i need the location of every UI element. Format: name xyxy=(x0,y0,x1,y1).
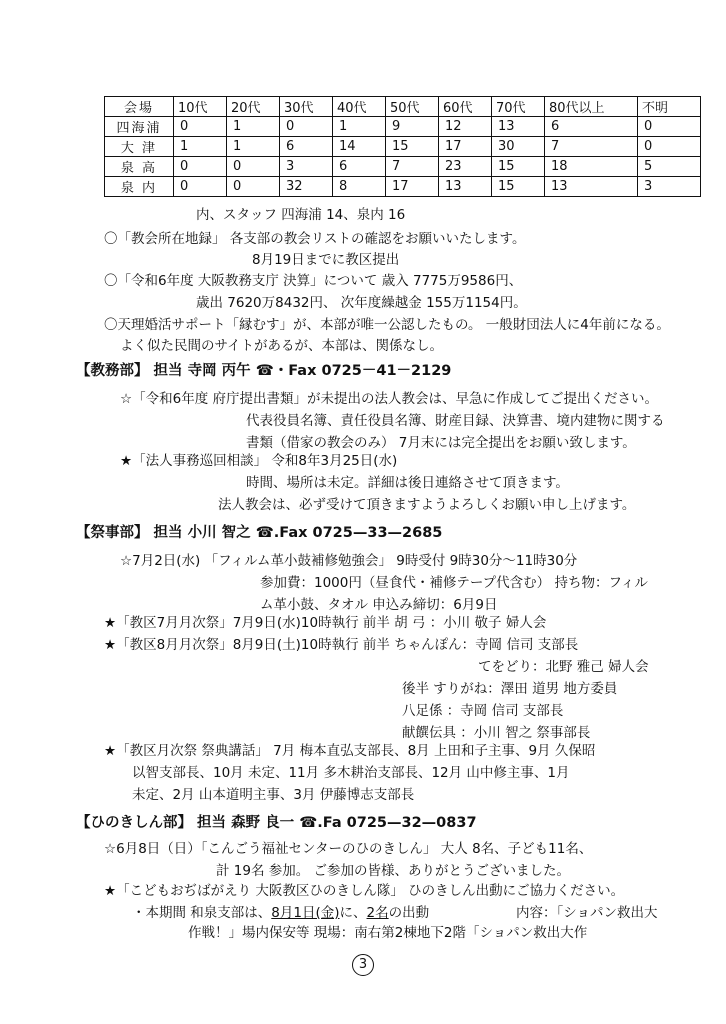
hinokishin-item: ☆6月8日（日）「こんごう福祉センターのひのきしん」 大人 8名、子ども11名、 xyxy=(104,841,593,857)
value-cell: 1 xyxy=(227,137,280,157)
table-header-row xyxy=(105,97,701,117)
value-cell: 3 xyxy=(280,157,333,177)
value-cell: 6 xyxy=(280,137,333,157)
value-cell: 0 xyxy=(227,177,280,197)
section-heading-hinokishin: 【ひのきしん部】 担当 森野 良一 ☎.Fa 0725—32—0837 xyxy=(76,815,477,831)
value-cell: 0 xyxy=(227,157,280,177)
value-cell: 0 xyxy=(174,117,227,137)
header-40s: 40代 xyxy=(333,97,386,117)
value-cell: 0 xyxy=(638,137,701,157)
saiji-item: 後半 すりがね：澤田 道男 地方委員 xyxy=(402,681,618,697)
table-row xyxy=(105,137,701,157)
value-cell: 17 xyxy=(386,177,439,197)
notice-church-list: 〇「教会所在地録」 各支部の教会リストの確認をお願いいたします。 xyxy=(104,231,526,247)
saiji-item: 以智支部長、10月 未定、11月 多木耕治支部長、12月 山中修主事、1月 xyxy=(132,765,570,781)
saiji-item: ★「教区7月月次祭」7月9日(水)10時執行 前半 胡 弓 ：小川 敬子 婦人会 xyxy=(104,615,547,631)
value-cell: 3 xyxy=(638,177,701,197)
notice-marriage-support: 〇天理婚活サポート「縁むす」が、本部が唯一公認したもの。 一般財団法人に4年前になる。 xyxy=(104,317,670,333)
header-unknown: 不明 xyxy=(638,97,701,117)
value-cell: 13 xyxy=(439,177,492,197)
hinokishin-schedule xyxy=(132,904,429,922)
notice-settlement: 〇「令和6年度 大阪教務支庁 決算」について 歳入 7775万9586円、 xyxy=(104,273,523,289)
value-cell: 30 xyxy=(492,137,545,157)
saiji-item: 未定、2月 山本道明主事、3月 伊藤博志支部長 xyxy=(132,787,415,803)
venue-cell: 泉 内 xyxy=(105,177,174,197)
value-cell: 7 xyxy=(545,137,638,157)
saiji-item: 献饌伝具 ：小川 智之 祭事部長 xyxy=(402,725,591,741)
saiji-item: 参加費：1000円（昼食代・補修テープ代含む） 持ち物：フィル xyxy=(260,575,648,591)
value-cell: 15 xyxy=(386,137,439,157)
notice-church-list-deadline: 8月19日までに教区提出 xyxy=(252,252,400,268)
value-cell: 8 xyxy=(333,177,386,197)
header-20s: 20代 xyxy=(227,97,280,117)
hinokishin-content: 内容：「ショパン救出大 xyxy=(516,905,658,921)
value-cell: 12 xyxy=(439,117,492,137)
header-50s: 50代 xyxy=(386,97,439,117)
venue-cell: 大 津 xyxy=(105,137,174,157)
schedule-text: に、 xyxy=(339,905,367,921)
value-cell: 1 xyxy=(333,117,386,137)
value-cell: 5 xyxy=(638,157,701,177)
table-row xyxy=(105,117,701,137)
kyomu-item: 時間、場所は未定。詳細は後日連絡させて頂きます。 xyxy=(246,475,569,491)
value-cell: 1 xyxy=(174,137,227,157)
saiji-item: ☆7月2日(水) 「フィルム革小鼓補修勉強会」 9時受付 9時30分～11時30分 xyxy=(120,553,578,569)
table-row xyxy=(105,177,701,197)
header-70s: 70代 xyxy=(492,97,545,117)
schedule-count: 2名 xyxy=(366,905,389,921)
hinokishin-item: 作戦！」場内保安等 現場：南右第2棟地下2階「ショパン救出大作 xyxy=(188,925,588,941)
value-cell: 13 xyxy=(492,117,545,137)
section-heading-saiji: 【祭事部】 担当 小川 智之 ☎.Fax 0725—33—2685 xyxy=(76,525,443,541)
header-60s: 60代 xyxy=(439,97,492,117)
kyomu-item: 書類（借家の教会のみ） 7月末には完全提出をお願い致します。 xyxy=(246,435,636,451)
value-cell: 32 xyxy=(280,177,333,197)
saiji-item: ★「教区8月月次祭」8月9日(土)10時執行 前半 ちゃんぽん：寺岡 信司 支部長 xyxy=(104,637,579,653)
value-cell: 9 xyxy=(386,117,439,137)
kyomu-item: 法人教会は、必ず受けて頂きますようよろしくお願い申し上げます。 xyxy=(218,497,636,513)
notice-marriage-support-note: よく似た民間のサイトがあるが、本部は、関係なし。 xyxy=(120,338,444,354)
saiji-item: ム革小鼓、タオル 申込み締切：6月9日 xyxy=(260,597,498,613)
value-cell: 18 xyxy=(545,157,638,177)
schedule-text: ・本期間 和泉支部は、 xyxy=(132,905,272,921)
header-30s: 30代 xyxy=(280,97,333,117)
attendance-table xyxy=(104,96,701,197)
section-heading-kyomu: 【教務部】 担当 寺岡 丙午 ☎・Fax 0725－41－2129 xyxy=(76,363,452,379)
hinokishin-item: ★「こどもおぢばがえり 大阪教区ひのきしん隊」 ひのきしん出動にご協力ください。 xyxy=(104,883,625,899)
value-cell: 13 xyxy=(545,177,638,197)
value-cell: 15 xyxy=(492,157,545,177)
value-cell: 15 xyxy=(492,177,545,197)
saiji-item: てをどり：北野 雅己 婦人会 xyxy=(478,659,649,675)
value-cell: 14 xyxy=(333,137,386,157)
value-cell: 0 xyxy=(280,117,333,137)
value-cell: 1 xyxy=(227,117,280,137)
saiji-item: ★「教区月次祭 祭典講話」 7月 梅本直弘支部長、8月 上田和子主事、9月 久保昭 xyxy=(104,743,596,759)
kyomu-item: ☆「令和6年度 府庁提出書類」が未提出の法人教会は、早急に作成してご提出ください。 xyxy=(120,391,658,407)
saiji-item: 八足係 ：寺岡 信司 支部長 xyxy=(402,703,564,719)
value-cell: 23 xyxy=(439,157,492,177)
header-80s-plus: 80代以上 xyxy=(545,97,638,117)
value-cell: 0 xyxy=(174,157,227,177)
page-number: 3 xyxy=(352,954,374,976)
notice-settlement-expense: 歳出 7620万8432円、 次年度繰越金 155万1154円。 xyxy=(196,295,527,311)
value-cell: 0 xyxy=(174,177,227,197)
value-cell: 6 xyxy=(333,157,386,177)
schedule-text: の出動 xyxy=(388,905,430,921)
kyomu-item: 代表役員名簿、責任役員名簿、財産目録、決算書、境内建物に関する xyxy=(246,413,665,429)
hinokishin-item: 計 19名 参加。 ご参加の皆様、ありがとうございました。 xyxy=(216,863,571,879)
value-cell: 6 xyxy=(545,117,638,137)
staff-note: 内、スタッフ 四海浦 14、泉内 16 xyxy=(196,207,406,223)
value-cell: 17 xyxy=(439,137,492,157)
header-venue: 会場 xyxy=(105,97,174,117)
value-cell: 7 xyxy=(386,157,439,177)
table-row xyxy=(105,157,701,177)
value-cell: 0 xyxy=(638,117,701,137)
header-10s: 10代 xyxy=(174,97,227,117)
kyomu-item: ★「法人事務巡回相談」 令和8年3月25日(水) xyxy=(120,453,398,469)
schedule-date: 8月1日(金) xyxy=(271,905,340,921)
venue-cell: 四海浦 xyxy=(105,117,174,137)
venue-cell: 泉 高 xyxy=(105,157,174,177)
